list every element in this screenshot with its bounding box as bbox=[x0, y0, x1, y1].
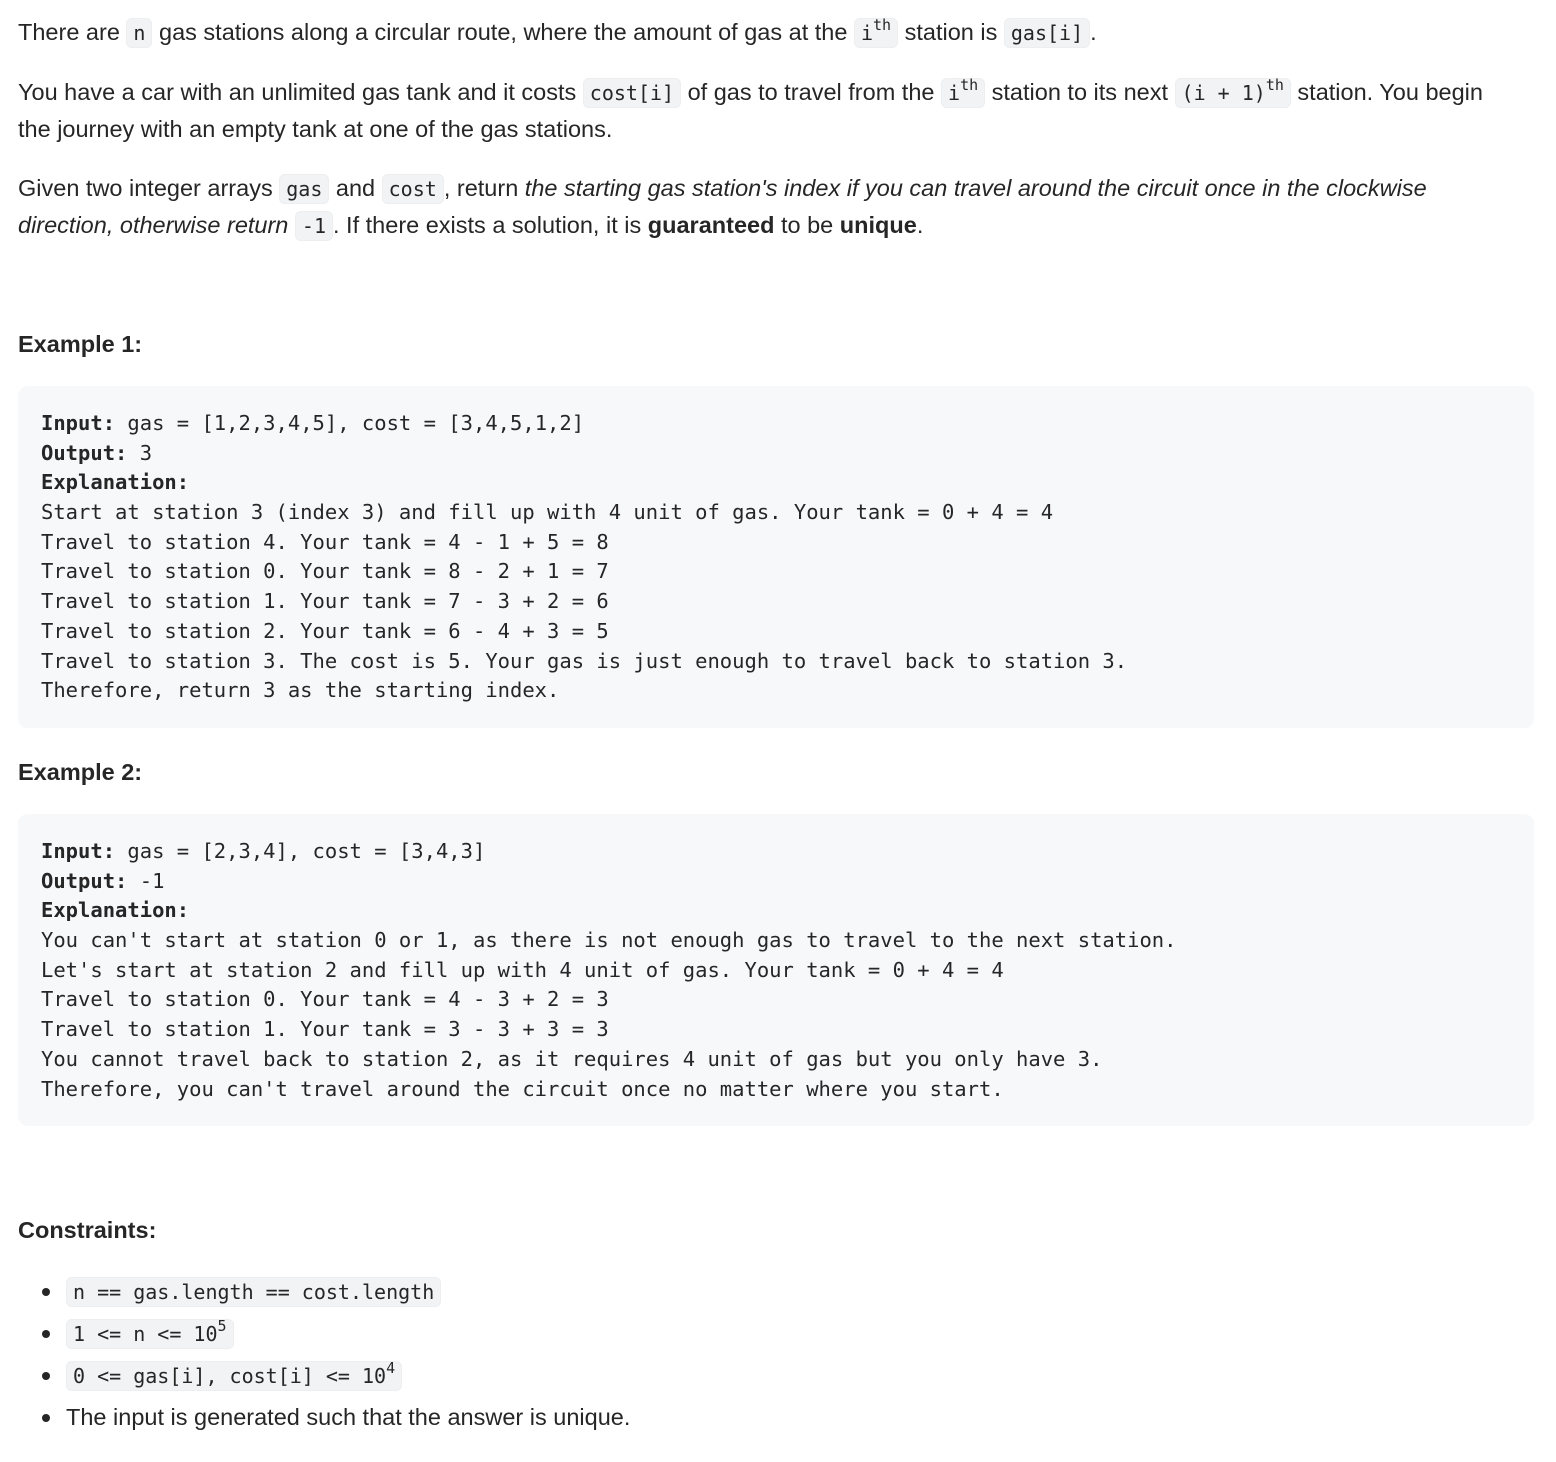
inline-code: n bbox=[126, 18, 152, 48]
inline-code: $i^{th}$ bbox=[941, 78, 985, 108]
explanation-line: Travel to station 1. Your tank = 3 - 3 + 3 = 3 bbox=[41, 1017, 609, 1042]
inline-code: -1 bbox=[295, 211, 333, 241]
explanation-line: Therefore, you can't travel around the circuit once no matter where you start. bbox=[41, 1076, 1004, 1101]
explanation-line: Travel to station 0. Your tank = 4 - 3 + 2 = 3 bbox=[41, 987, 609, 1012]
inline-code: $(i + 1)^{th}$ bbox=[1175, 78, 1291, 108]
explanation-line: You can't start at station 0 or 1, as there is not enough gas to travel to the next station. bbox=[41, 928, 1177, 953]
explanation-line: Travel to station 2. Your tank = 6 - 4 + 3 = 5 bbox=[41, 618, 609, 643]
explanation-line: Let's start at station 2 and fill up with 4 unit of gas. Your tank = 0 + 4 = 4 bbox=[41, 957, 1004, 982]
list-item bbox=[66, 1270, 630, 1312]
list-item: The input is generated such that the answer is unique. bbox=[66, 1396, 630, 1438]
explanation-line: Travel to station 4. Your tank = 4 - 1 + 5 = 8 bbox=[41, 529, 609, 554]
example-1-block: Input: gas = [1,2,3,4,5], cost = [3,4,5,1,2] Output: 3 Explanation: Start at station 3 (index 3) and fill up with 4 unit of gas. Your tank = 0 + 4 = 4 Travel to station 4. Your tank = 4 - 1 + 5 = 8 Travel to station 0. Your tank = 8 - 2 + 1 = 7 Travel to station 1. Your tank = 7 - 3 + 2 = 6 Travel to station 2. Your tank = 6 - 4 + 3 = 5 Travel to station 3. The cost is 5. Your gas is just enough to travel back to station 3. Therefore, return 3 as the starting index. bbox=[18, 386, 1534, 728]
list-item bbox=[66, 1312, 630, 1354]
example-1-heading: Example 1: bbox=[18, 331, 143, 357]
inline-code: n == gas.length == cost.length bbox=[66, 1277, 441, 1307]
inline-code: gas[i] bbox=[1004, 18, 1090, 48]
explanation-line: You cannot travel back to station 2, as it requires 4 unit of gas but you only have 3. bbox=[41, 1046, 1103, 1071]
car-paragraph: You have a car with an unlimited gas tank and it costs cost[i] of gas to travel from the $i^{th}$ station to its next $(i + 1)^{th}$ station. You begin the journey with an empty tank at one of the gas stations. bbox=[18, 76, 1483, 142]
explanation-line: Travel to station 0. Your tank = 8 - 2 + 1 = 7 bbox=[41, 559, 609, 584]
explanation-line: Start at station 3 (index 3) and fill up with 4 unit of gas. Your tank = 0 + 4 = 4 bbox=[41, 500, 1054, 525]
explanation-line: Travel to station 1. Your tank = 7 - 3 + 2 = 6 bbox=[41, 589, 609, 614]
list-item bbox=[66, 1354, 630, 1396]
example-2-heading: Example 2: bbox=[18, 759, 143, 785]
inline-code: 0 <= gas[i], $\cos t[i] <= 10^4$ bbox=[66, 1361, 402, 1391]
intro-paragraph: There are n gas stations along a circular route, where the amount of gas at the $i^{th}$ station is gas[i] . bbox=[18, 14, 1097, 51]
explanation-line: Therefore, return 3 as the starting index. bbox=[41, 678, 560, 703]
inline-code: $1 <= n <= 10^5$ bbox=[66, 1319, 234, 1349]
explanation-line: Travel to station 3. The cost is 5. Your gas is just enough to travel back to station 3. bbox=[41, 648, 1128, 673]
inline-code: gas bbox=[279, 174, 329, 204]
example-2-block: Input: gas = [2,3,4], cost = [3,4,3] Output: -1 Explanation: You can't start at station 0 or 1, as there is not enough gas to travel to the next station. Let's start at station 2 and fill up with 4 unit of gas. Your tank = 0 + 4 = 4 Travel to station 0. Your tank = 4 - 3 + 2 = 3 Travel to station 1. Your tank = 3 - 3 + 3 = 3 You cannot travel back to station 2, as it requires 4 unit of gas but you only have 3. Therefore, you can't travel around the circuit once no matter where you start. bbox=[18, 814, 1534, 1126]
constraints-heading: Constraints: bbox=[18, 1217, 157, 1243]
task-paragraph: Given two integer arrays gas and cost , return the starting gas station's index if you can travel around the circuit once in the clockwise direction, otherwise return -1 . If there exists a solution, it is guaranteed to be unique. bbox=[18, 170, 1518, 244]
inline-code: cost[i] bbox=[583, 78, 681, 108]
inline-code: $i^{th}$ bbox=[854, 18, 898, 48]
constraints-list bbox=[18, 1270, 630, 1438]
inline-code: cost bbox=[382, 174, 444, 204]
